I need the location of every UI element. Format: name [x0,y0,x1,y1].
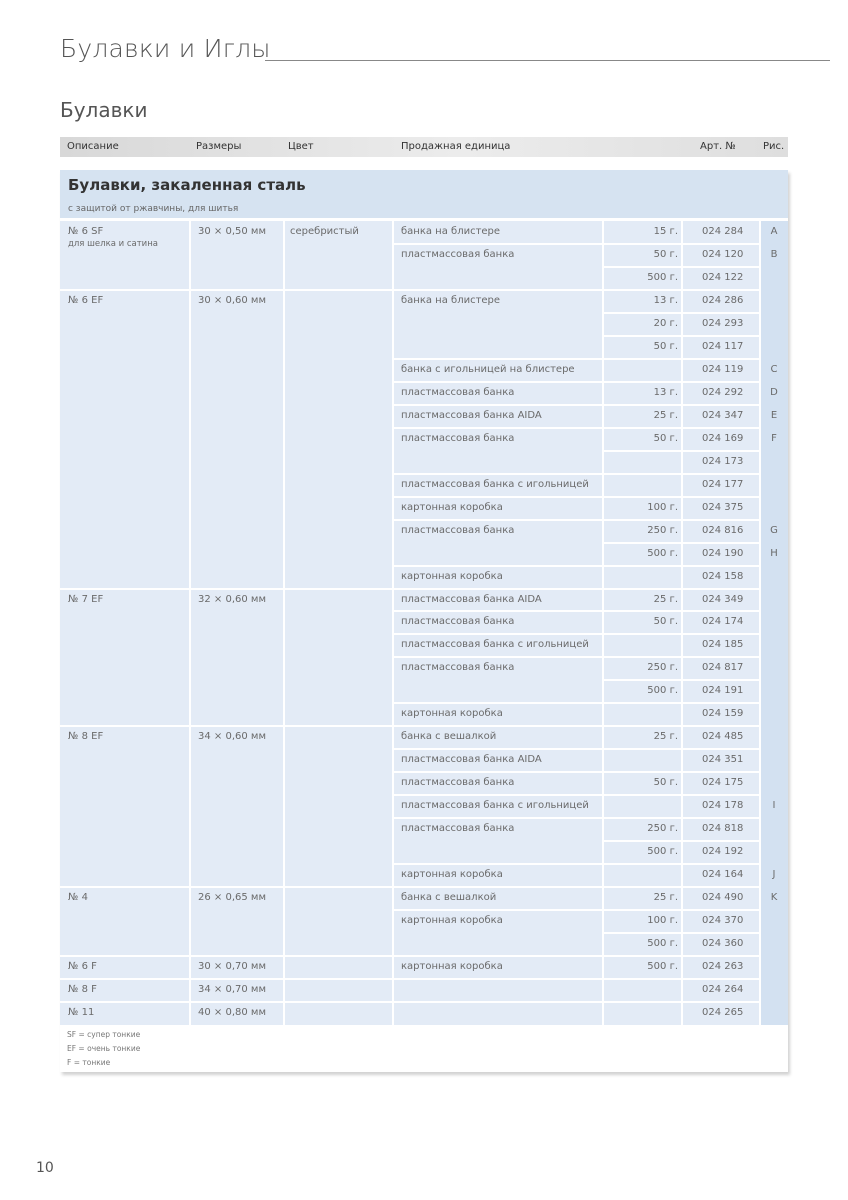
figure-letter: D [770,387,778,398]
sales-quantity: 100 г. [647,502,678,513]
product-description: № 8 F [68,984,97,995]
sales-quantity: 25 г. [653,892,678,903]
product-size: 26 × 0,65 мм [198,892,266,903]
sales-unit: пластмассовая банка с игольницей [401,639,589,650]
card-title: Булавки, закаленная сталь [68,176,306,194]
row-divider [393,565,760,567]
article-number: 024 173 [702,456,744,467]
footnote: EF = очень тонкие [67,1044,141,1053]
article-number: 024 190 [702,548,744,559]
sales-unit: банка с игольницей на блистере [401,364,575,375]
article-number: 024 158 [702,571,744,582]
row-divider [603,335,760,337]
article-number: 024 375 [702,502,744,513]
sales-unit: пластмассовая банка с игольницей [401,479,589,490]
article-number: 024 490 [702,892,744,903]
article-number: 024 265 [702,1007,744,1018]
sales-quantity: 250 г. [647,525,678,536]
article-number: 024 159 [702,708,744,719]
row-divider [60,1001,760,1003]
sales-unit: банка с вешалкой [401,892,497,903]
article-number: 024 169 [702,433,744,444]
column-header-article: Арт. № [700,141,736,152]
figure-column-shade [760,221,788,1025]
article-number: 024 122 [702,272,744,283]
article-number: 024 178 [702,800,744,811]
article-number: 024 286 [702,295,744,306]
figure-letter: A [770,226,778,237]
article-number: 024 263 [702,961,744,972]
sales-quantity: 100 г. [647,915,678,926]
figure-letter: B [770,249,778,260]
product-description: № 6 F [68,961,97,972]
sales-unit: банка с вешалкой [401,731,497,742]
sales-unit: пластмассовая банка с игольницей [401,800,589,811]
row-divider [60,955,760,957]
row-divider [603,840,760,842]
sales-unit: пластмассовая банка [401,662,515,673]
figure-letter: K [770,892,778,903]
row-divider [393,427,760,429]
row-divider [393,817,760,819]
sales-unit: банка на блистере [401,226,501,237]
sales-quantity: 50 г. [653,341,678,352]
product-description: № 7 EF [68,594,104,605]
sales-quantity: 500 г. [647,961,678,972]
product-size: 30 × 0,70 мм [198,961,266,972]
column-header-sales-unit: Продажная единица [401,141,511,152]
product-description: № 6 SF [68,226,104,237]
column-header-description: Описание [67,141,119,152]
product-table [60,221,788,1025]
article-number: 024 119 [702,364,744,375]
table-header-bar [60,137,788,157]
row-divider [60,588,760,590]
column-header-size: Размеры [196,141,242,152]
column-divider [189,221,191,1025]
row-divider [393,909,760,911]
card-subtitle: с защитой от ржавчины, для шитья [68,204,239,214]
product-size: 34 × 0,60 мм [198,731,266,742]
product-description: № 6 EF [68,295,104,306]
article-number: 024 817 [702,662,744,673]
row-divider [393,404,760,406]
sales-unit: картонная коробка [401,869,503,880]
row-divider [603,542,760,544]
article-number: 024 293 [702,318,744,329]
sales-quantity: 25 г. [653,410,678,421]
sales-quantity: 13 г. [653,295,678,306]
article-number: 024 370 [702,915,744,926]
article-number: 024 818 [702,823,744,834]
sales-quantity: 250 г. [647,823,678,834]
product-description-note: для шелка и сатина [68,239,158,249]
sales-unit: пластмассовая банка [401,823,515,834]
sales-unit: пластмассовая банка AIDA [401,410,542,421]
column-divider [681,221,683,1025]
figure-letter: F [771,433,777,444]
column-header-color: Цвет [288,141,314,152]
column-header-figure: Рис. [763,141,785,152]
sales-unit: пластмассовая банка [401,433,515,444]
row-divider [60,725,760,727]
figure-letter: G [770,525,778,536]
row-divider [393,358,760,360]
sales-unit: картонная коробка [401,961,503,972]
article-number: 024 292 [702,387,744,398]
article-number: 024 347 [702,410,744,421]
row-divider [393,656,760,658]
sales-unit: пластмассовая банка [401,249,515,260]
sales-quantity: 25 г. [653,594,678,605]
sales-unit: пластмассовая банка AIDA [401,594,542,605]
title-rule [265,60,830,61]
sales-unit: пластмассовая банка [401,525,515,536]
sales-quantity: 250 г. [647,662,678,673]
article-number: 024 177 [702,479,744,490]
sales-quantity: 50 г. [653,616,678,627]
row-divider [393,610,760,612]
sales-quantity: 50 г. [653,777,678,788]
article-number: 024 191 [702,685,744,696]
product-size: 34 × 0,70 мм [198,984,266,995]
sales-unit: картонная коробка [401,571,503,582]
article-number: 024 120 [702,249,744,260]
article-number: 024 485 [702,731,744,742]
sales-quantity: 20 г. [653,318,678,329]
product-size: 32 × 0,60 мм [198,594,266,605]
page-number: 10 [36,1160,54,1176]
row-divider [393,496,760,498]
article-number: 024 284 [702,226,744,237]
sales-unit: картонная коробка [401,915,503,926]
row-divider [603,266,760,268]
article-number: 024 360 [702,938,744,949]
row-divider [60,978,760,980]
row-divider [393,381,760,383]
footnotes [67,1028,140,1070]
product-card [60,170,788,1072]
sales-unit: пластмассовая банка [401,616,515,627]
product-size: 30 × 0,60 мм [198,295,266,306]
footnote: F = тонкие [67,1058,111,1067]
row-divider [60,289,760,291]
row-divider [603,312,760,314]
row-divider [60,886,760,888]
sales-quantity: 500 г. [647,938,678,949]
sales-quantity: 50 г. [653,433,678,444]
sales-quantity: 500 г. [647,846,678,857]
column-divider [759,221,761,1025]
sales-quantity: 50 г. [653,249,678,260]
card-header-band [60,170,788,218]
row-divider [393,633,760,635]
sales-quantity: 13 г. [653,387,678,398]
product-color: серебристый [290,226,359,237]
row-divider [393,243,760,245]
sales-unit: картонная коробка [401,708,503,719]
figure-letter: J [772,869,776,880]
sales-unit: пластмассовая банка AIDA [401,754,542,765]
article-number: 024 264 [702,984,744,995]
sales-quantity: 500 г. [647,685,678,696]
row-divider [393,702,760,704]
row-divider [393,748,760,750]
column-divider [602,221,604,1025]
row-divider [603,679,760,681]
sales-unit: пластмассовая банка [401,387,515,398]
article-number: 024 174 [702,616,744,627]
row-divider [393,863,760,865]
column-divider [283,221,285,1025]
product-description: № 8 EF [68,731,104,742]
article-number: 024 351 [702,754,744,765]
sales-quantity: 500 г. [647,272,678,283]
figure-letter: C [770,364,778,375]
product-description: № 11 [68,1007,95,1018]
sales-quantity: 25 г. [653,731,678,742]
row-divider [393,519,760,521]
figure-letter: H [770,548,778,559]
article-number: 024 816 [702,525,744,536]
row-divider [603,450,760,452]
article-number: 024 175 [702,777,744,788]
article-number: 024 117 [702,341,744,352]
article-number: 024 192 [702,846,744,857]
row-divider [393,771,760,773]
product-size: 40 × 0,80 мм [198,1007,266,1018]
section-title: Булавки [60,98,148,122]
row-divider [393,473,760,475]
product-size: 30 × 0,50 мм [198,226,266,237]
sales-unit: банка на блистере [401,295,501,306]
sales-quantity: 500 г. [647,548,678,559]
row-divider [393,794,760,796]
article-number: 024 349 [702,594,744,605]
sales-unit: пластмассовая банка [401,777,515,788]
article-number: 024 164 [702,869,744,880]
footnote: SF = супер тонкие [67,1030,141,1039]
row-divider [603,932,760,934]
figure-letter: I [772,800,776,811]
column-divider [392,221,394,1025]
page-title: Булавки и Иглы [60,34,271,63]
figure-letter: E [770,410,778,421]
sales-quantity: 15 г. [653,226,678,237]
product-description: № 4 [68,892,88,903]
article-number: 024 185 [702,639,744,650]
sales-unit: картонная коробка [401,502,503,513]
